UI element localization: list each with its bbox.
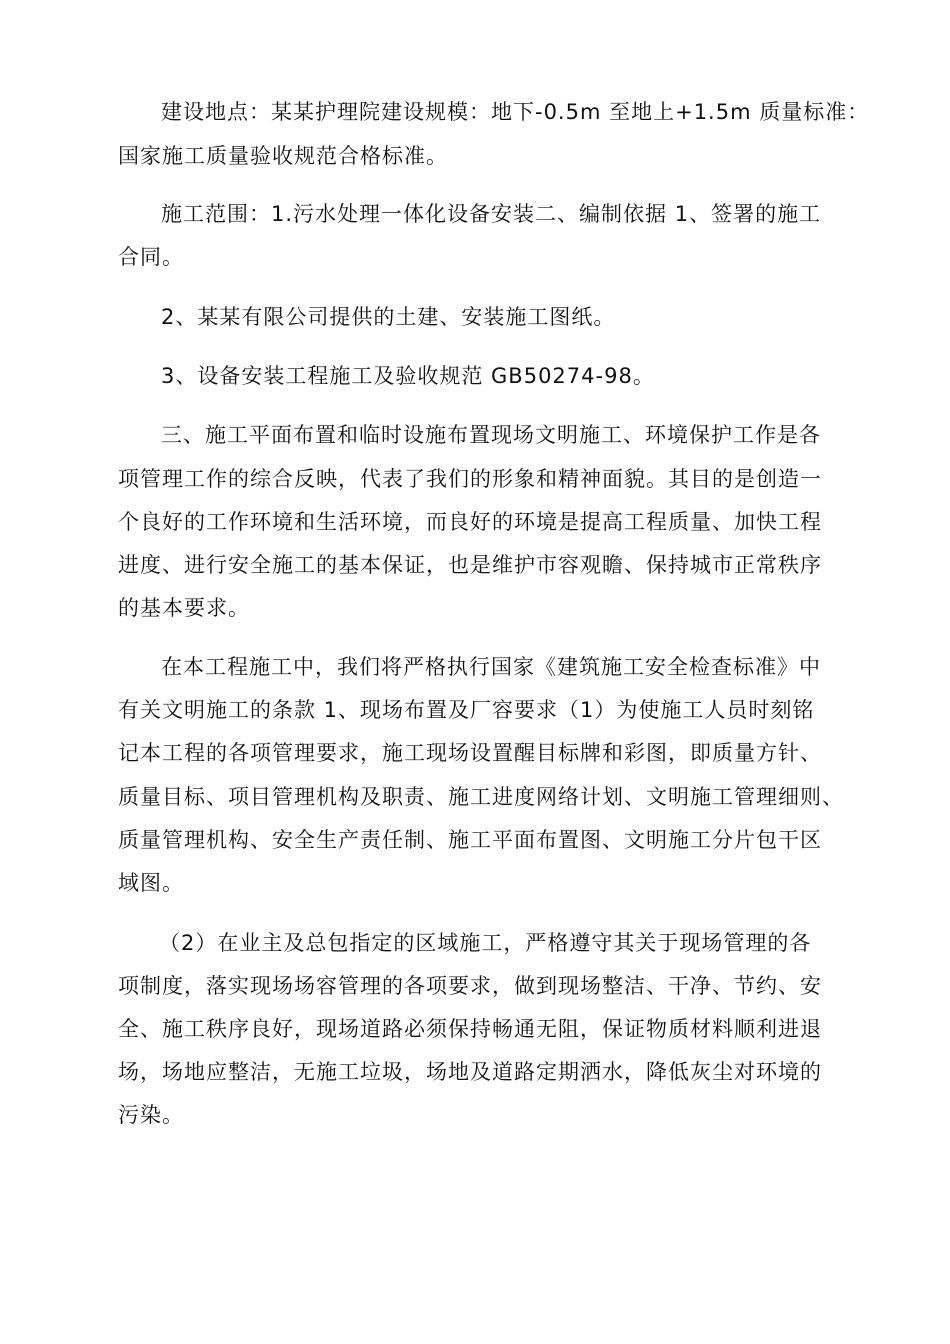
paragraph-line: 全、施工秩序良好，现场道路必须保持畅通无阻，保证物质材料顺利进退	[118, 1017, 822, 1041]
paragraph-line: 项管理工作的综合反映，代表了我们的形象和精神面貌。其目的是创造一	[118, 467, 822, 491]
paragraph-line: 进度、进行安全施工的基本保证，也是维护市容观瞻、保持城市正常秩序	[118, 553, 822, 577]
paragraph-line: 个良好的工作环境和生活环境，而良好的环境是提高工程质量、加快工程	[118, 510, 822, 534]
paragraph-line: 施工范围：1.污水处理一体化设备安装二、编制依据 1、签署的施工	[161, 202, 822, 226]
paragraph-line: （2）在业主及总包指定的区域施工，严格遵守其关于现场管理的各	[159, 931, 812, 955]
paragraph-line: 3、设备安装工程施工及验收规范 GB50274-98。	[161, 364, 655, 388]
paragraph-line: 有关文明施工的条款 1、现场布置及厂容要求（1）为使施工人员时刻铭	[118, 698, 815, 722]
paragraph-line: 项制度，落实现场场容管理的各项要求，做到现场整洁、干净、节约、安	[118, 974, 822, 998]
paragraph-line: 质量管理机构、安全生产责任制、施工平面布置图、文明施工分片包干区	[118, 828, 822, 852]
paragraph-line: 2、某某有限公司提供的土建、安装施工图纸。	[161, 305, 616, 329]
paragraph-line: 域图。	[118, 871, 184, 895]
paragraph-line: 污染。	[118, 1103, 184, 1127]
paragraph-line: 建设地点：某某护理院建设规模：地下-0.5m 至地上+1.5m 质量标准：	[161, 100, 870, 124]
paragraph-line: 国家施工质量验收规范合格标准。	[118, 144, 448, 168]
paragraph-line: 的基本要求。	[118, 596, 250, 620]
paragraph-line: 质量目标、项目管理机构及职责、施工进度网络计划、文明施工管理细则、	[118, 785, 844, 809]
paragraph-line: 场，场地应整洁，无施工垃圾，场地及道路定期洒水，降低灰尘对环境的	[118, 1060, 822, 1084]
paragraph-line: 记本工程的各项管理要求，施工现场设置醒目标牌和彩图，即质量方针、	[118, 741, 822, 765]
paragraph-line: 合同。	[118, 245, 184, 269]
paragraph-line: 三、施工平面布置和临时设施布置现场文明施工、环境保护工作是各	[161, 423, 821, 447]
paragraph-line: 在本工程施工中，我们将严格执行国家《建筑施工安全检查标准》中	[161, 655, 821, 679]
